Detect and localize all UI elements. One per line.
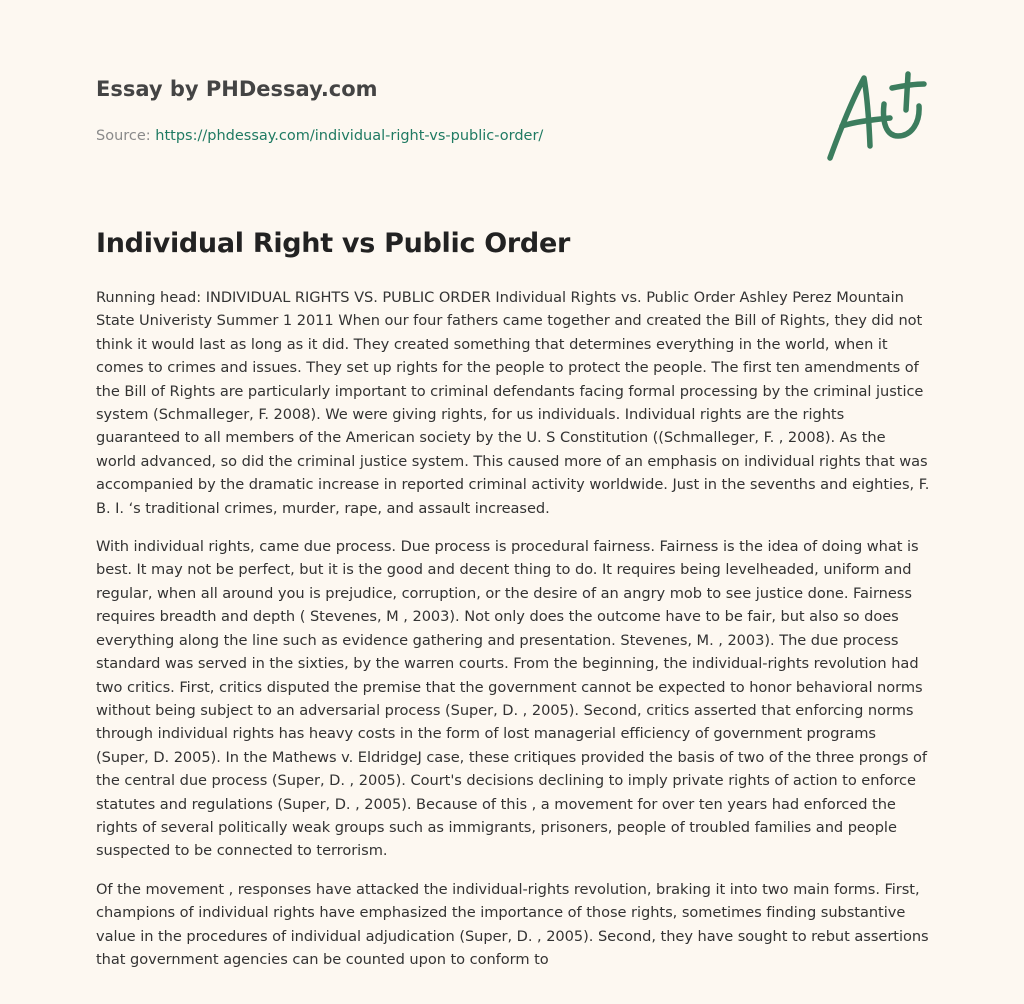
a-plus-logo-icon: [820, 66, 930, 166]
brand-title: Essay by PHDessay.com: [96, 77, 378, 101]
essay-paragraph: With individual rights, came due process. Due process is procedural fairness. Fairness is the idea of doing what is best. It may not be perfect, but it is the good and decent thing to do. It requires being levelheaded, uniform and regular, when all around you is prejudice, corruption, or the desire of an angry mob to see justice done. Fairness requires breadth and depth ( Stevenes, M , 2003). Not only does the outcome have to be fair, but also so does everything along the line such as evidence gathering and presentation. Stevenes, M. , 2003). The due process standard was served in the sixties, by the warren courts. From the beginning, the individual-rights revolution had two critics. First, critics disputed the premise that the government cannot be expected to honor behavioral norms without being subject to an adversarial process (Super, D. , 2005). Second, critics asserted that enforcing norms through individual rights has heavy costs in the form of lost managerial efficiency of government programs (Super, D. 2005). In the Mathews v. EldridgeJ case, these critiques provided the basis of two of the three prongs of the central due process (Super, D. , 2005). Court's decisions declining to imply private rights of action to enforce statutes and regulations (Super, D. , 2005). Because of this , a movement for over ten years had enforced the rights of several politically weak groups such as immigrants, prisoners, people of troubled families and people suspected to be connected to terrorism.: [96, 538, 927, 860]
essay-paragraph: Of the movement , responses have attacked the individual-rights revolution, braking it into two main forms. First, champions of individual rights have emphasized the importance of those rights, sometimes finding substantive value in the procedures of individual adjudication (Super, D. , 2005). Second, they have sought to rebut assertions that government agencies can be counted upon to conform to: [96, 880, 929, 968]
site-header: [96, 72, 796, 146]
source-line: [96, 126, 796, 146]
essay-paragraph: Running head: INDIVIDUAL RIGHTS VS. PUBLIC ORDER Individual Rights vs. Public Order Ashley Perez Mountain State Univeristy Summer 1 2011 When our four fathers came together and created the Bill of Rights, they did not think it would last as long as it did. They created something that determines everything in the world, when it comes to crimes and issues. They set up rights for the people to protect the people. The first ten amendments of the Bill of Rights are particularly important to criminal defendants facing formal processing by the criminal justice system (Schmalleger, F. 2008). We were giving rights, for us individuals. Individual rights are the rights guaranteed to all members of the American society by the U. S Constitution ((Schmalleger, F. , 2008). As the world advanced, so did the criminal justice system. This caused more of an emphasis on individual rights that was accompanied by the dramatic increase in reported criminal activity worldwide. Just in the sevenths and eighties, F. B. I. ‘s traditional crimes, murder, rape, and assault increased.: [96, 289, 930, 517]
essay-title: Individual Right vs Public Order: [96, 228, 570, 259]
essay-body: [96, 286, 930, 986]
source-label: Source:: [96, 128, 151, 144]
source-link[interactable]: https://phdessay.com/individual-right-vs-public-order/: [155, 128, 544, 144]
